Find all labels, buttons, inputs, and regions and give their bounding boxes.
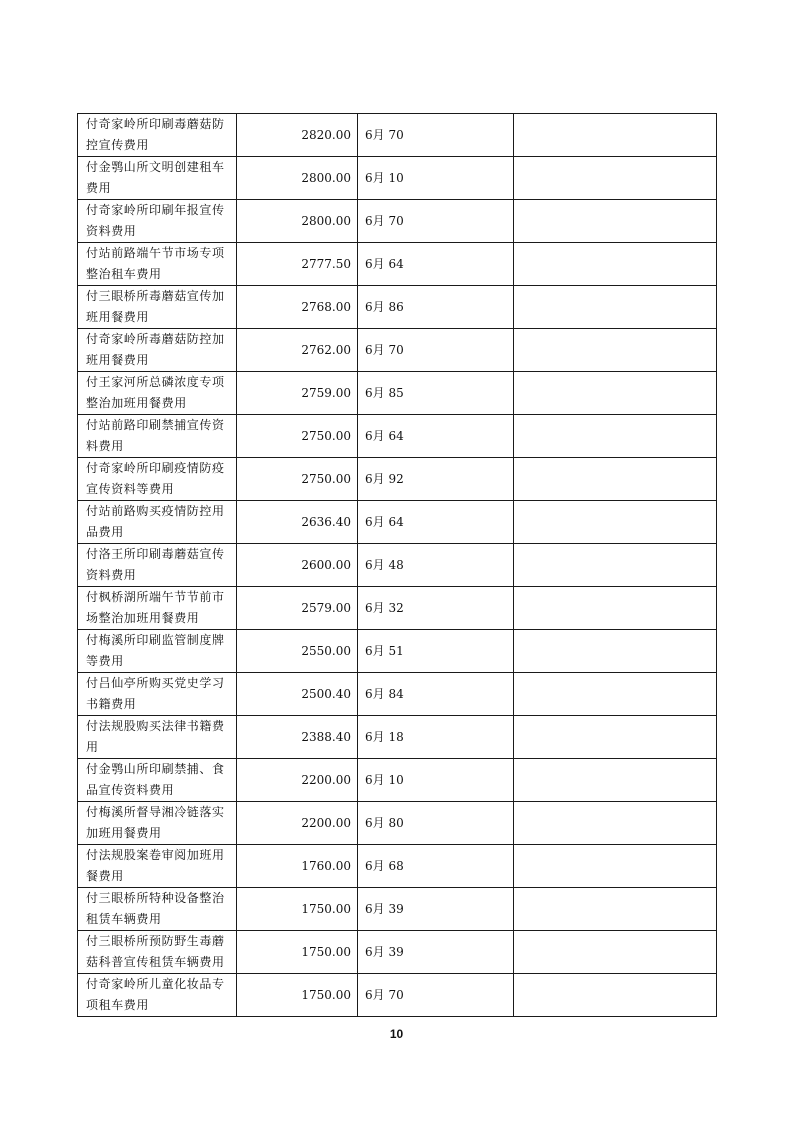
item-cell: [78, 974, 237, 1017]
amount-value: 2800.00: [301, 213, 351, 228]
item-description: 付奇家岭所儿童化妆品专项租车费用: [86, 977, 225, 1012]
item-description: 付三眼桥所毒蘑菇宣传加班用餐费用: [86, 289, 225, 324]
amount-cell: [237, 888, 358, 931]
item-description: 付奇家岭所印刷年报宣传资料费用: [86, 203, 225, 238]
voucher-number: 86: [388, 299, 404, 314]
date-voucher-cell: [358, 372, 514, 415]
expense-table: [77, 113, 717, 1017]
date-voucher: [365, 472, 404, 486]
item-cell: [78, 544, 237, 587]
item-description: 付金鹗山所文明创建租车费用: [86, 160, 225, 195]
remarks-cell: [514, 286, 717, 329]
item-description: 付金鹗山所印刷禁捕、食品宣传资料费用: [86, 762, 225, 797]
date-voucher: [365, 730, 404, 744]
item-cell: [78, 716, 237, 759]
item-description: 付三眼桥所特种设备整治租赁车辆费用: [86, 891, 225, 926]
date-voucher: [365, 773, 404, 787]
amount-cell: [237, 415, 358, 458]
month-value: 6月: [365, 987, 385, 1002]
remarks-cell: [514, 845, 717, 888]
amount-cell: [237, 200, 358, 243]
month-value: 6月: [365, 342, 385, 357]
remarks-cell: [514, 974, 717, 1017]
date-voucher-cell: [358, 544, 514, 587]
remarks-cell: [514, 759, 717, 802]
table-row: [78, 458, 717, 501]
date-voucher-cell: [358, 415, 514, 458]
table-row: [78, 544, 717, 587]
table-row: [78, 931, 717, 974]
date-voucher-cell: [358, 200, 514, 243]
date-voucher: [365, 214, 404, 228]
month-value: 6月: [365, 428, 385, 443]
date-voucher: [365, 988, 404, 1002]
item-cell: [78, 114, 237, 157]
date-voucher: [365, 558, 404, 572]
amount-value: 2388.40: [301, 729, 351, 744]
item-description: 付站前路印刷禁捕宣传资料费用: [86, 418, 225, 453]
date-voucher: [365, 386, 404, 400]
amount-value: 2768.00: [301, 299, 351, 314]
table-row: [78, 802, 717, 845]
month-value: 6月: [365, 944, 385, 959]
page-number: 10: [389, 1027, 404, 1041]
month-value: 6月: [365, 256, 385, 271]
voucher-number: 70: [388, 127, 404, 142]
date-voucher-cell: [358, 587, 514, 630]
month-value: 6月: [365, 815, 385, 830]
item-cell: [78, 888, 237, 931]
amount-value: 2759.00: [301, 385, 351, 400]
voucher-number: 80: [388, 815, 404, 830]
date-voucher: [365, 902, 404, 916]
amount-cell: [237, 329, 358, 372]
amount-value: 2500.40: [301, 686, 351, 701]
item-cell: [78, 501, 237, 544]
date-voucher-cell: [358, 114, 514, 157]
month-value: 6月: [365, 299, 385, 314]
amount-cell: [237, 974, 358, 1017]
date-voucher-cell: [358, 458, 514, 501]
date-voucher-cell: [358, 802, 514, 845]
voucher-number: 70: [388, 987, 404, 1002]
remarks-cell: [514, 458, 717, 501]
date-voucher: [365, 171, 404, 185]
date-voucher: [365, 429, 404, 443]
date-voucher-cell: [358, 286, 514, 329]
remarks-cell: [514, 716, 717, 759]
date-voucher-cell: [358, 630, 514, 673]
table-row: [78, 200, 717, 243]
amount-value: 2750.00: [301, 428, 351, 443]
table-row: [78, 888, 717, 931]
voucher-number: 10: [388, 170, 404, 185]
amount-value: 2750.00: [301, 471, 351, 486]
item-description: 付枫桥湖所端午节节前市场整治加班用餐费用: [86, 590, 225, 625]
item-cell: [78, 415, 237, 458]
voucher-number: 64: [388, 514, 404, 529]
voucher-number: 10: [388, 772, 404, 787]
remarks-cell: [514, 157, 717, 200]
amount-cell: [237, 673, 358, 716]
table-row: [78, 759, 717, 802]
item-description: 付站前路端午节市场专项整治租车费用: [86, 246, 225, 281]
amount-value: 1750.00: [301, 901, 351, 916]
item-description: 付奇家岭所毒蘑菇防控加班用餐费用: [86, 332, 225, 367]
item-description: 付洛王所印刷毒蘑菇宣传资料费用: [86, 547, 225, 582]
item-cell: [78, 931, 237, 974]
item-cell: [78, 157, 237, 200]
amount-cell: [237, 114, 358, 157]
date-voucher-cell: [358, 974, 514, 1017]
voucher-number: 51: [388, 643, 404, 658]
item-description: 付奇家岭所印刷疫情防疫宣传资料等费用: [86, 461, 225, 496]
date-voucher-cell: [358, 716, 514, 759]
amount-cell: [237, 802, 358, 845]
table-row: [78, 415, 717, 458]
amount-cell: [237, 544, 358, 587]
amount-cell: [237, 243, 358, 286]
date-voucher-cell: [358, 157, 514, 200]
month-value: 6月: [365, 213, 385, 228]
amount-value: 1750.00: [301, 987, 351, 1002]
table-row: [78, 157, 717, 200]
table-row: [78, 630, 717, 673]
voucher-number: 70: [388, 342, 404, 357]
remarks-cell: [514, 931, 717, 974]
amount-value: 2200.00: [301, 772, 351, 787]
date-voucher-cell: [358, 673, 514, 716]
month-value: 6月: [365, 901, 385, 916]
voucher-number: 84: [388, 686, 404, 701]
date-voucher: [365, 343, 404, 357]
date-voucher-cell: [358, 759, 514, 802]
item-cell: [78, 243, 237, 286]
table-row: [78, 329, 717, 372]
voucher-number: 70: [388, 213, 404, 228]
amount-value: 1760.00: [301, 858, 351, 873]
remarks-cell: [514, 372, 717, 415]
voucher-number: 39: [388, 901, 404, 916]
item-cell: [78, 372, 237, 415]
voucher-number: 39: [388, 944, 404, 959]
amount-cell: [237, 157, 358, 200]
voucher-number: 85: [388, 385, 404, 400]
item-description: 付吕仙亭所购买党史学习书籍费用: [86, 676, 225, 711]
date-voucher: [365, 816, 404, 830]
table-row: [78, 673, 717, 716]
date-voucher-cell: [358, 501, 514, 544]
voucher-number: 68: [388, 858, 404, 873]
item-cell: [78, 286, 237, 329]
amount-value: 2579.00: [301, 600, 351, 615]
amount-cell: [237, 587, 358, 630]
date-voucher-cell: [358, 845, 514, 888]
date-voucher: [365, 859, 404, 873]
date-voucher: [365, 300, 404, 314]
item-description: 付梅溪所督导湘冷链落实加班用餐费用: [86, 805, 225, 840]
month-value: 6月: [365, 686, 385, 701]
amount-cell: [237, 716, 358, 759]
amount-value: 2762.00: [301, 342, 351, 357]
remarks-cell: [514, 200, 717, 243]
amount-cell: [237, 630, 358, 673]
voucher-number: 32: [388, 600, 404, 615]
amount-value: 1750.00: [301, 944, 351, 959]
month-value: 6月: [365, 471, 385, 486]
amount-value: 2820.00: [301, 127, 351, 142]
remarks-cell: [514, 630, 717, 673]
amount-value: 2550.00: [301, 643, 351, 658]
item-description: 付三眼桥所预防野生毒蘑菇科普宣传租赁车辆费用: [86, 934, 225, 969]
table-row: [78, 587, 717, 630]
month-value: 6月: [365, 729, 385, 744]
table-row: [78, 974, 717, 1017]
amount-value: 2777.50: [301, 256, 351, 271]
voucher-number: 92: [388, 471, 404, 486]
month-value: 6月: [365, 772, 385, 787]
date-voucher: [365, 128, 404, 142]
amount-cell: [237, 372, 358, 415]
amount-cell: [237, 845, 358, 888]
item-description: 付王家河所总磷浓度专项整治加班用餐费用: [86, 375, 225, 410]
voucher-number: 64: [388, 256, 404, 271]
remarks-cell: [514, 243, 717, 286]
remarks-cell: [514, 329, 717, 372]
item-cell: [78, 759, 237, 802]
amount-cell: [237, 931, 358, 974]
date-voucher-cell: [358, 243, 514, 286]
expense-table-body: [78, 114, 717, 1017]
table-row: [78, 716, 717, 759]
month-value: 6月: [365, 127, 385, 142]
item-description: 付梅溪所印刷监管制度牌等费用: [86, 633, 225, 668]
voucher-number: 48: [388, 557, 404, 572]
remarks-cell: [514, 544, 717, 587]
item-description: 付法规股购买法律书籍费用: [86, 719, 225, 754]
remarks-cell: [514, 587, 717, 630]
table-row: [78, 243, 717, 286]
amount-cell: [237, 458, 358, 501]
item-cell: [78, 458, 237, 501]
item-cell: [78, 329, 237, 372]
amount-value: 2200.00: [301, 815, 351, 830]
amount-value: 2600.00: [301, 557, 351, 572]
month-value: 6月: [365, 858, 385, 873]
table-row: [78, 501, 717, 544]
date-voucher: [365, 644, 404, 658]
month-value: 6月: [365, 514, 385, 529]
month-value: 6月: [365, 643, 385, 658]
item-cell: [78, 802, 237, 845]
date-voucher: [365, 687, 404, 701]
amount-cell: [237, 759, 358, 802]
item-description: 付站前路购买疫情防控用品费用: [86, 504, 225, 539]
voucher-number: 64: [388, 428, 404, 443]
month-value: 6月: [365, 600, 385, 615]
remarks-cell: [514, 114, 717, 157]
amount-value: 2636.40: [301, 514, 351, 529]
item-description: 付法规股案卷审阅加班用餐费用: [86, 848, 225, 883]
amount-cell: [237, 501, 358, 544]
item-cell: [78, 845, 237, 888]
date-voucher-cell: [358, 329, 514, 372]
remarks-cell: [514, 415, 717, 458]
item-cell: [78, 673, 237, 716]
item-cell: [78, 587, 237, 630]
item-cell: [78, 630, 237, 673]
date-voucher: [365, 515, 404, 529]
remarks-cell: [514, 673, 717, 716]
remarks-cell: [514, 501, 717, 544]
date-voucher: [365, 257, 404, 271]
date-voucher-cell: [358, 888, 514, 931]
amount-cell: [237, 286, 358, 329]
month-value: 6月: [365, 385, 385, 400]
remarks-cell: [514, 802, 717, 845]
item-description: 付奇家岭所印刷毒蘑菇防控宣传费用: [86, 117, 225, 152]
remarks-cell: [514, 888, 717, 931]
table-row: [78, 286, 717, 329]
date-voucher: [365, 945, 404, 959]
date-voucher: [365, 601, 404, 615]
item-cell: [78, 200, 237, 243]
voucher-number: 18: [388, 729, 404, 744]
table-row: [78, 372, 717, 415]
table-row: [78, 114, 717, 157]
table-row: [78, 845, 717, 888]
date-voucher-cell: [358, 931, 514, 974]
month-value: 6月: [365, 170, 385, 185]
amount-value: 2800.00: [301, 170, 351, 185]
month-value: 6月: [365, 557, 385, 572]
